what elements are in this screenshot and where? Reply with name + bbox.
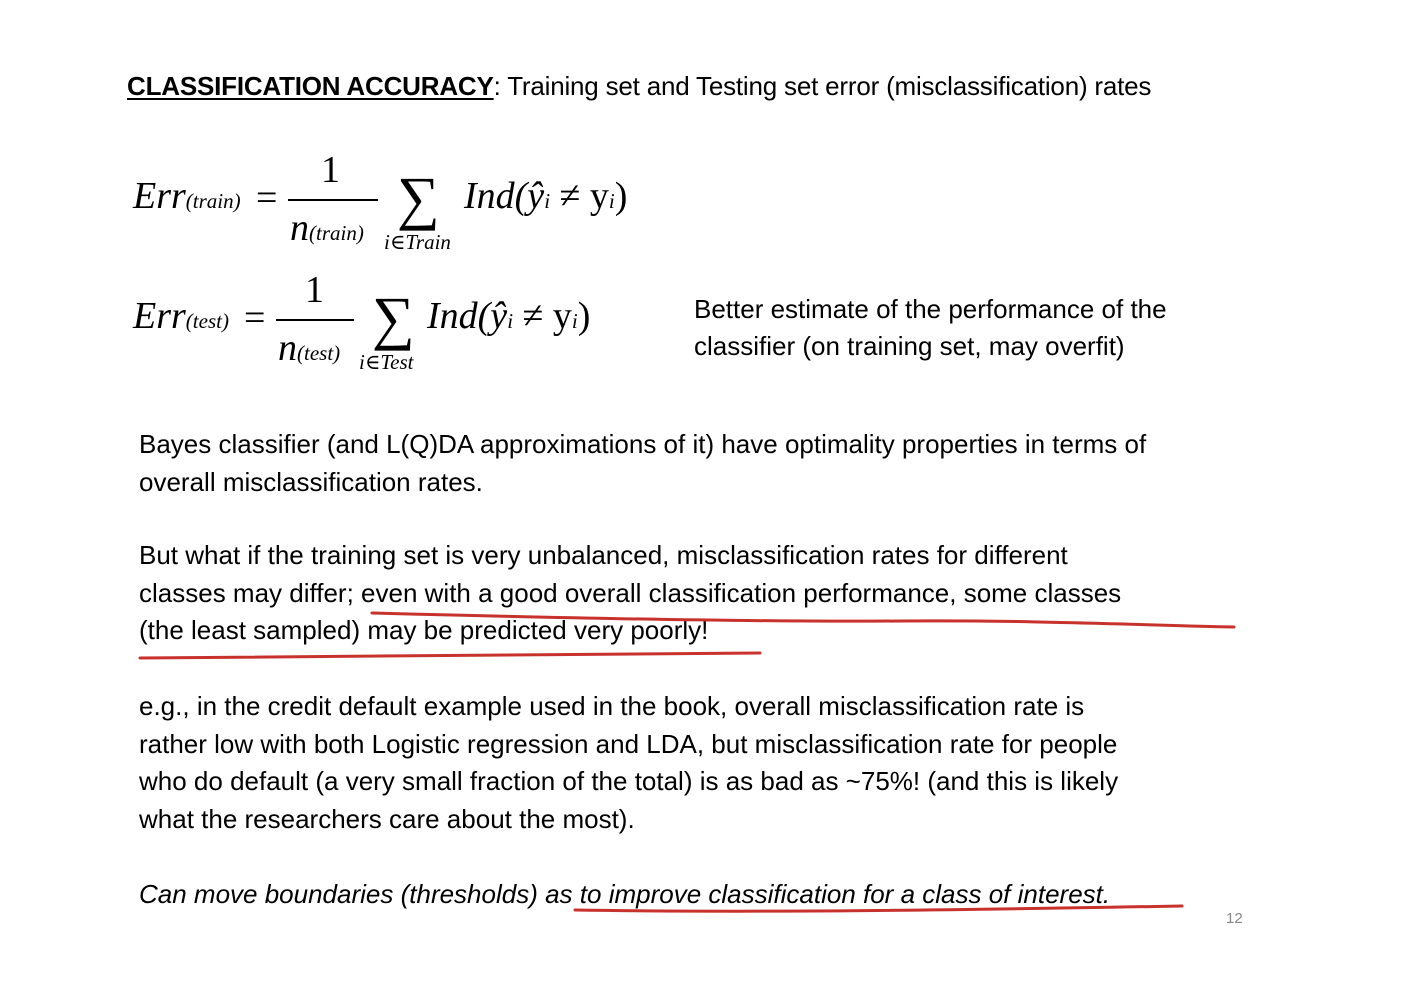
train-summand: Ind(ŷi ≠ yi) — [464, 175, 628, 217]
text-line: what the researchers care about the most). — [139, 803, 635, 834]
train-sum-sigma: ∑ — [397, 165, 440, 231]
test-numerator: 1 — [305, 269, 324, 311]
text-line: classes may differ; even with a good overall classification performance, some classes — [139, 577, 1122, 608]
note-line-1: Better estimate of the performance of the — [694, 294, 1167, 324]
test-den-subscript: (test) — [297, 341, 341, 365]
title-rest: : Training set and Testing set error (misclassification) rates — [493, 71, 1152, 101]
test-sum-sigma: ∑ — [372, 285, 415, 351]
train-lhs: Err(train) — [133, 175, 241, 217]
test-denominator: n(test) — [278, 327, 341, 369]
test-summand: Ind(ŷi ≠ yi) — [427, 295, 591, 337]
ink-underline-2 — [140, 653, 760, 658]
train-lhs-subscript: (train) — [185, 189, 241, 213]
train-den-subscript: (train) — [309, 221, 364, 245]
text-line: who do default (a very small fraction of the total) is as bad as ~75%! (and this is likely — [139, 766, 1119, 796]
text-line: overall misclassification rates. — [139, 466, 483, 497]
train-numerator: 1 — [321, 149, 340, 191]
text-line: e.g., in the credit default example used in the book, overall misclassification rate is — [139, 691, 1085, 721]
test-lhs-subscript: (test) — [185, 309, 229, 333]
title-heading: CLASSIFICATION ACCURACY — [127, 71, 494, 101]
text-line: rather low with both Logistic regression and LDA, but misclassification rate for people — [139, 728, 1118, 759]
paragraph-thresholds: Can move boundaries (thresholds) as to improve classification for a class of interest. — [139, 879, 1111, 909]
page-number: 12 — [1226, 910, 1243, 927]
text-line: Bayes classifier (and L(Q)DA approximations of it) have optimality properties in terms of — [139, 429, 1147, 459]
train-sum-index: i∈Train — [384, 230, 451, 254]
ink-underline-3 — [575, 906, 1182, 911]
test-lhs: Err(test) — [133, 295, 229, 337]
text-line: But what if the training set is very unbalanced, misclassification rates for different — [139, 540, 1068, 570]
train-equals: = — [256, 177, 278, 219]
text-line: (the least sampled) may be predicted very poorly! — [139, 615, 709, 645]
test-equals: = — [244, 297, 266, 339]
test-sum-index: i∈Test — [359, 350, 414, 374]
note-line-2: classifier (on training set, may overfit) — [694, 331, 1125, 361]
ink-underline-1 — [372, 613, 1234, 627]
train-denominator: n(train) — [290, 207, 364, 249]
